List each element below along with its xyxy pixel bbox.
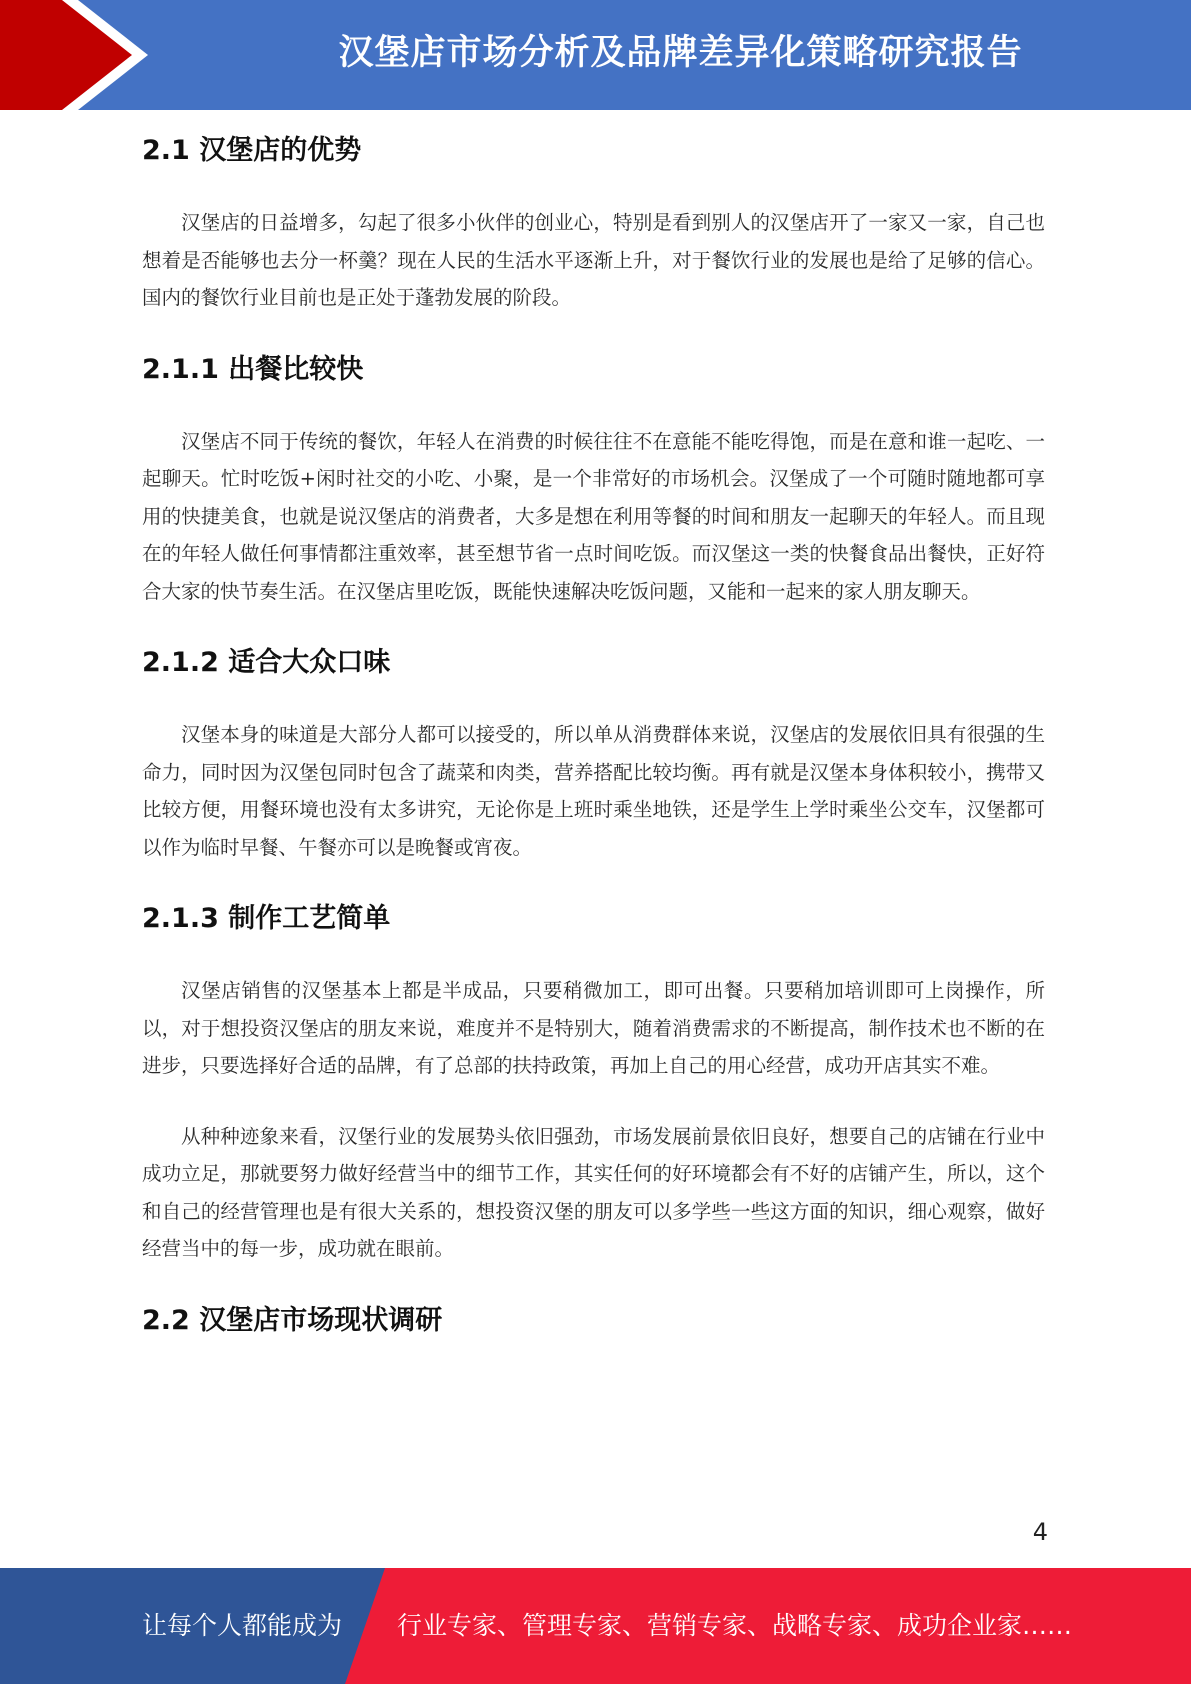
footer-slogan-right: 行业专家、管理专家、营销专家、战略专家、成功企业家……: [397, 1611, 1073, 1640]
report-title: 汉堡店市场分析及品牌差异化策略研究报告: [338, 33, 1023, 73]
section-heading-2-1-3: 2.1.3 制作工艺简单: [142, 903, 391, 934]
document-body: [142, 128, 1045, 1344]
page-footer: [0, 1568, 1191, 1684]
footer-slogan-left: 让每个人都能成为: [142, 1611, 343, 1640]
section-2-1-2-paragraph: 汉堡本身的味道是大部分人都可以接受的，所以单从消费群体来说，汉堡店的发展依旧具有很强的生命力，同时因为汉堡包同时包含了蔬菜和肉类，营养搭配比较均衡。再有就是汉堡本身体积较小，携带又比较方便，用餐环境也没有太多讲究，无论你是上班时乘坐地铁，还是学生上学时乘坐公交车，汉堡都可以作为临时早餐、午餐亦可以是晚餐或宵夜。: [142, 723, 1045, 859]
section-2-1-3-paragraph-1: 汉堡店销售的汉堡基本上都是半成品，只要稍微加工，即可出餐。只要稍加培训即可上岗操作，所以，对于想投资汉堡店的朋友来说，难度并不是特别大，随着消费需求的不断提高，制作技术也不断的在进步，只要选择好合适的品牌，有了总部的扶持政策，再加上自己的用心经营，成功开店其实不难。: [142, 979, 1045, 1077]
section-heading-2-1: 2.1 汉堡店的优势: [142, 135, 362, 166]
header-arrow-decoration: [0, 0, 160, 110]
section-heading-2-1-2: 2.1.2 适合大众口味: [142, 647, 391, 678]
page-number: 4: [1032, 1518, 1048, 1546]
section-2-1-3-paragraph-2: 从种种迹象来看，汉堡行业的发展势头依旧强劲，市场发展前景依旧良好，想要自己的店铺在行业中成功立足，那就要努力做好经营当中的细节工作，其实任何的好环境都会有不好的店铺产生，所以，这个和自己的经营管理也是有很大关系的，想投资汉堡的朋友可以多学些一些这方面的知识，细心观察，做好经营当中的每一步，成功就在眼前。: [142, 1124, 1045, 1260]
page-header: [0, 0, 1191, 110]
section-2-1-paragraph: 汉堡店的日益增多，勾起了很多小伙伴的创业心，特别是看到别人的汉堡店开了一家又一家，自己也想着是否能够也去分一杯羹？现在人民的生活水平逐渐上升，对于餐饮行业的发展也是给了足够的信心。国内的餐饮行业目前也是正处于蓬勃发展的阶段。: [142, 211, 1045, 309]
section-heading-2-1-1: 2.1.1 出餐比较快: [142, 353, 364, 385]
section-heading-2-2: 2.2 汉堡店市场现状调研: [142, 1304, 443, 1336]
section-2-1-1-paragraph: 汉堡店不同于传统的餐饮，年轻人在消费的时候往往不在意能不能吃得饱，而是在意和谁一起吃、一起聊天。忙时吃饭+闲时社交的小吃、小聚，是一个非常好的市场机会。汉堡成了一个可随时随地都可享用的快捷美食，也就是说汉堡店的消费者，大多是想在利用等餐的时间和朋友一起聊天的年轻人。而且现在的年轻人做任何事情都注重效率，甚至想节省一点时间吃饭。而汉堡这一类的快餐食品出餐快，正好符合大家的快节奏生活。在汉堡店里吃饭，既能快速解决吃饭问题，又能和一起来的家人朋友聊天。: [142, 429, 1045, 603]
